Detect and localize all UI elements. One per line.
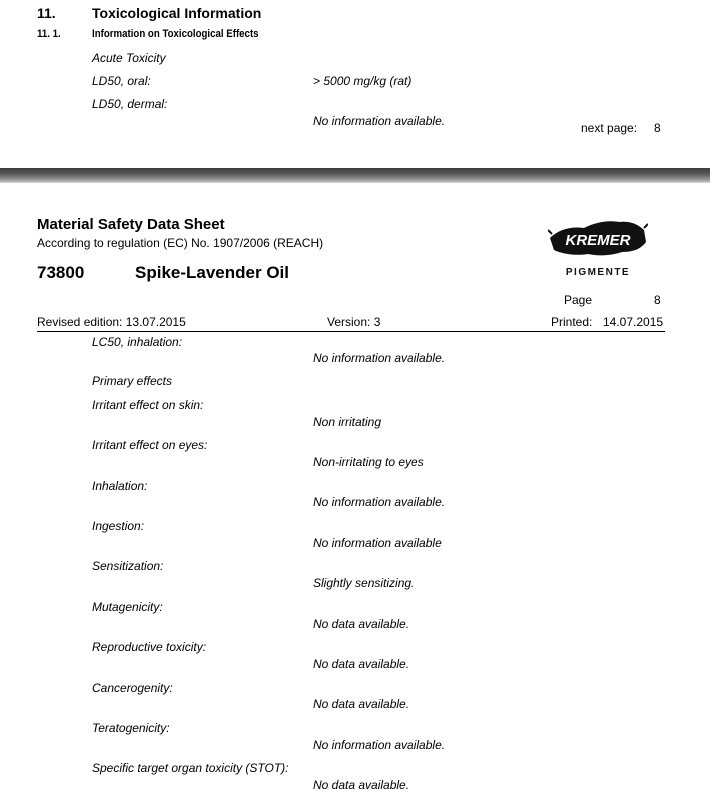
product-code: 73800 [37, 263, 85, 282]
document-title: Material Safety Data Sheet [37, 216, 225, 233]
section-number: 11. [37, 5, 56, 21]
entry-value: No data available. [313, 697, 410, 711]
logo-sub-text: PIGMENTE [565, 267, 631, 278]
entry-value: No information available. [313, 738, 446, 752]
acute-toxicity-label: Acute Toxicity [92, 51, 166, 65]
page-separator [0, 168, 710, 183]
entry-label: Mutagenicity: [92, 600, 163, 614]
printed-label: Printed: [551, 315, 593, 329]
regulation-text: According to regulation (EC) No. 1907/2006 (REACH) [37, 236, 324, 250]
page-number: 8 [654, 293, 661, 307]
entry-value: No information available [313, 536, 442, 550]
entry-value: No data available. [313, 657, 410, 671]
entry-value: No information available. [313, 495, 446, 509]
ld50-dermal-value: No information available. [313, 114, 446, 128]
ld50-oral-value: > 5000 mg/kg (rat) [313, 74, 412, 88]
subsection-title: Information on Toxicological Effects [92, 28, 259, 40]
next-page-number: 8 [654, 121, 661, 135]
product-name: Spike-Lavender Oil [135, 263, 289, 282]
entry-label: Teratogenicity: [92, 721, 170, 735]
entry-label: Primary effects [92, 374, 173, 388]
kremer-pigmente-logo [548, 212, 648, 282]
entry-value: No data available. [313, 617, 410, 631]
entry-label: Cancerogenity: [92, 681, 173, 695]
entry-value: Slightly sensitizing. [313, 576, 415, 590]
section-title: Toxicological Information [92, 5, 262, 21]
header-rule [37, 331, 665, 332]
next-page-label: next page: [581, 121, 638, 135]
revised-edition: Revised edition: 13.07.2015 [37, 315, 186, 329]
entry-label: Ingestion: [92, 519, 145, 533]
printed-date: 14.07.2015 [603, 315, 664, 329]
entry-value: No data available. [313, 778, 410, 792]
entry-label: Sensitization: [92, 559, 164, 573]
logo-brand-text: KREMER [565, 232, 631, 249]
entry-label: LC50, inhalation: [92, 335, 183, 349]
entry-label: Irritant effect on skin: [92, 398, 204, 412]
entry-value: Non irritating [313, 415, 382, 429]
entry-label: Irritant effect on eyes: [92, 438, 208, 452]
ld50-oral-label: LD50, oral: [92, 74, 151, 88]
entry-label: Specific target organ toxicity (STOT): [92, 761, 289, 775]
page-label: Page [564, 293, 593, 307]
ld50-dermal-label: LD50, dermal: [92, 97, 168, 111]
entry-label: Inhalation: [92, 479, 148, 493]
version: Version: 3 [327, 315, 381, 329]
entry-value: No information available. [313, 351, 446, 365]
kremer-logo-mark [548, 212, 648, 282]
subsection-number: 11. 1. [37, 28, 61, 40]
entry-label: Reproductive toxicity: [92, 640, 207, 654]
entry-value: Non-irritating to eyes [313, 455, 424, 469]
